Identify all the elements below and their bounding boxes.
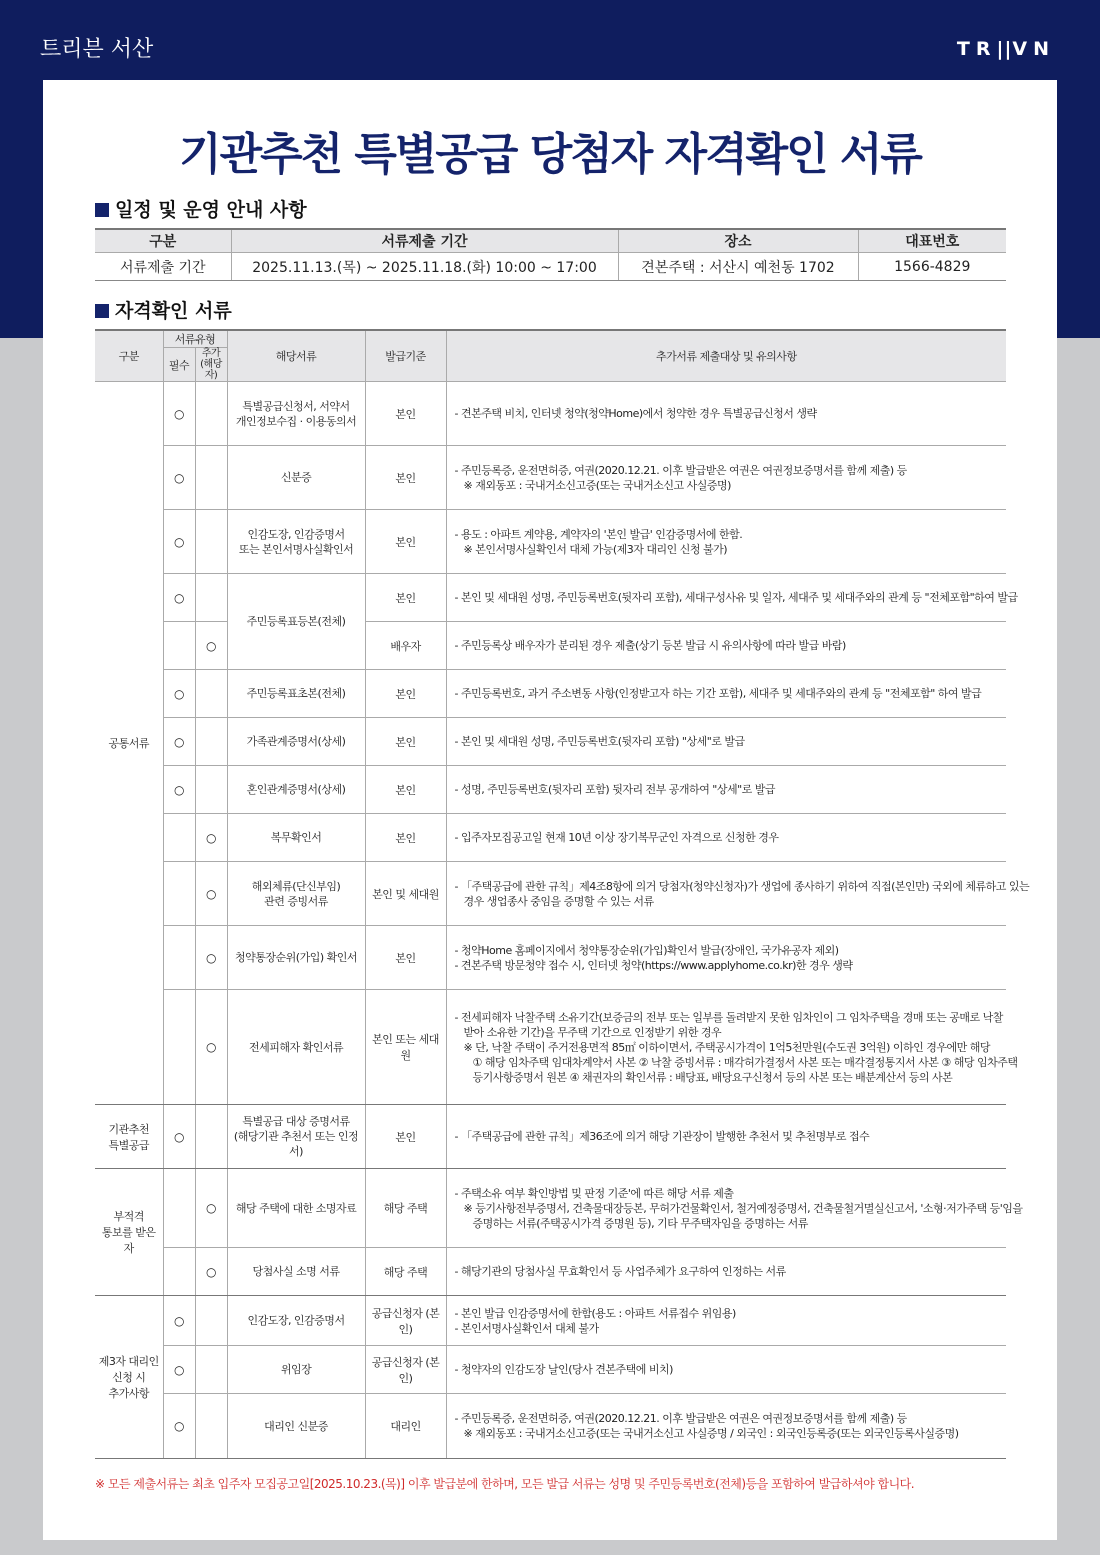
notes-cell (446, 1394, 1006, 1459)
note-line: ※ 등기사항전부증명서, 건축물대장등본, 무허가건물확인서, 철거예정증명서, 건축물철거멸실신고서, '소형·저가주택 등'임을 (454, 1201, 1023, 1215)
col-header: 구분 (95, 229, 231, 253)
document-name (227, 382, 365, 446)
category-label: 기관추천 (108, 1122, 149, 1136)
table-row (95, 1169, 1006, 1248)
table-row (95, 766, 1006, 814)
table-row (95, 510, 1006, 574)
table-row (95, 1296, 1006, 1346)
document-name (227, 814, 365, 862)
required-mark: ○ (163, 1105, 195, 1169)
table-row (95, 990, 1006, 1105)
schedule-heading: 일정 및 운영 안내 사항 (95, 195, 307, 222)
document-name (227, 1248, 365, 1296)
documents-table (95, 329, 1030, 1459)
note-line: - 주민등록번호, 과거 주소변동 사항(인정받고자 하는 기간 포함), 세대주 및 세대주와의 관계 등 "전체포함" 하여 발급 (454, 687, 982, 700)
required-mark: ○ (163, 574, 195, 622)
col-header-category: 구분 (95, 330, 163, 382)
notes-cell (446, 510, 1006, 574)
issuer-cell: 본인 (365, 670, 446, 718)
table-row (95, 670, 1006, 718)
required-mark: ○ (163, 510, 195, 574)
note-line: - 주민등록증, 운전면허증, 여권(2020.12.21. 이후 발급받은 여권은 여권정보증명서를 함께 제출) 등 (454, 463, 907, 477)
col-header: 장소 (618, 229, 858, 253)
document-line: 특별공급신청서, 서약서 (242, 399, 350, 413)
document-name (227, 718, 365, 766)
document-line: 해외체류(단신부임) (251, 879, 341, 893)
additional-mark: ○ (195, 814, 227, 862)
document-name (227, 990, 365, 1105)
additional-mark (195, 1105, 227, 1169)
issuer-cell: 본인 (365, 718, 446, 766)
note-line: - 성명, 주민등록번호(뒷자리 포함) 뒷자리 전부 공개하여 "상세"로 발급 (454, 783, 776, 796)
documents-heading: 자격확인 서류 (95, 296, 232, 323)
table-row (95, 1394, 1006, 1459)
issuer-cell: 공급신청자 (본인) (365, 1296, 446, 1346)
category-label: 제3자 대리인 (98, 1355, 159, 1368)
site-name: 트리븐 서산 (40, 37, 154, 62)
note-line: - 견본주택 방문청약 접수 시, 인터넷 청약(https://www.applyhome.co.kr)한 경우 생략 (454, 958, 853, 972)
document-name (227, 1346, 365, 1394)
issuer-cell: 대리인 (365, 1394, 446, 1459)
notes-cell (446, 382, 1006, 446)
table-row (95, 814, 1006, 862)
additional-mark: ○ (195, 1248, 227, 1296)
document-line: 신분증 (280, 471, 312, 484)
page-title: 기관추천 특별공급 당첨자 자격확인 서류 (179, 129, 921, 180)
table-row (95, 1105, 1006, 1169)
table-row (95, 862, 1006, 926)
document-line: 대리인 신분증 (264, 1419, 328, 1433)
table-row (95, 446, 1006, 510)
required-mark: ○ (163, 1346, 195, 1394)
notes-cell (446, 862, 1030, 926)
category-cell (95, 1296, 163, 1459)
required-mark: ○ (163, 382, 195, 446)
category-label: 신청 시 (112, 1371, 146, 1384)
table-row (95, 382, 1006, 446)
note-line: - 청약자의 인감도장 날인(당사 견본주택에 비치) (454, 1363, 673, 1376)
required-mark: ○ (163, 670, 195, 718)
required-mark: ○ (163, 718, 195, 766)
table-cell: 서류제출 기간 (95, 253, 231, 281)
table-cell: 2025.11.13.(목) ~ 2025.11.18.(화) 10:00 ~ 17:00 (231, 253, 618, 281)
issuer-cell: 본인 (365, 1105, 446, 1169)
table-row (95, 574, 1006, 622)
table-cell: 견본주택 : 서산시 예천동 1702 (618, 253, 858, 281)
required-mark (163, 622, 195, 670)
issuer-cell: 공급신청자 (본인) (365, 1346, 446, 1394)
issuer-cell: 배우자 (365, 622, 446, 670)
additional-mark (195, 510, 227, 574)
col-header-doc-type: 서류유형 (163, 330, 227, 348)
notes-cell (446, 446, 1006, 510)
notes-cell (446, 670, 1006, 718)
additional-mark: ○ (195, 990, 227, 1105)
document-name (227, 766, 365, 814)
category-label: 특별공급 (108, 1138, 149, 1152)
document-line: 전세피해자 확인서류 (248, 1040, 344, 1054)
note-line: - 본인 및 세대원 성명, 주민등록번호(뒷자리 포함) "상세"로 발급 (454, 735, 745, 748)
notes-cell (446, 814, 1006, 862)
required-mark (163, 862, 195, 926)
document-line: 또는 본인서명사실확인서 (238, 542, 354, 556)
note-line: - 본인 및 세대원 성명, 주민등록번호(뒷자리 포함), 세대구성사유 및 일자, 세대주 및 세대주와의 관계 등 "전체포함"하여 발급 (454, 591, 1018, 604)
document-line: 혼인관계증명서(상세) (246, 783, 346, 796)
issuer-cell: 본인 및 세대원 (365, 862, 446, 926)
document-name (227, 1105, 365, 1169)
document-name (227, 574, 365, 670)
document-name (227, 862, 365, 926)
required-mark (163, 926, 195, 990)
notes-cell (446, 990, 1018, 1105)
additional-mark (195, 718, 227, 766)
additional-mark (195, 670, 227, 718)
document-line: 해당 주택에 대한 소명자료 (235, 1201, 357, 1215)
table-row (95, 1346, 1006, 1394)
notes-cell (446, 1346, 1006, 1394)
issuer-cell: 해당 주택 (365, 1248, 446, 1296)
required-mark (163, 814, 195, 862)
note-line: - 용도 : 아파트 계약용, 계약자의 '본인 발급' 인감증명서에 한함. (454, 527, 743, 541)
document-name (227, 446, 365, 510)
additional-mark: ○ (195, 862, 227, 926)
issuer-cell: 본인 (365, 382, 446, 446)
document-line: 주민등록표초본(전체) (246, 687, 346, 700)
notes-cell (446, 766, 1006, 814)
category-label: 통보를 받은자 (101, 1226, 156, 1255)
col-header-issuer: 발급기준 (365, 330, 446, 382)
document-line: 가족관계증명서(상세) (246, 735, 346, 748)
required-mark (163, 1169, 195, 1248)
additional-mark (195, 382, 227, 446)
document-line: 청약통장순위(가입) 확인서 (235, 951, 357, 964)
col-header: 대표번호 (858, 229, 1006, 253)
document-line: 위임장 (280, 1363, 312, 1376)
additional-mark (195, 574, 227, 622)
table-cell: 1566-4829 (858, 253, 1006, 281)
document-sheet (43, 80, 1057, 1540)
table-row (95, 718, 1006, 766)
note-line: - 견본주택 비치, 인터넷 청약(청약Home)에서 청약한 경우 특별공급신청서 생략 (454, 407, 817, 420)
issuer-cell: 본인 (365, 766, 446, 814)
notes-cell (446, 1105, 1006, 1169)
notes-cell (446, 926, 1006, 990)
note-line: ※ 재외동포 : 국내거소신고증(또는 국내거소신고 사실증명) (454, 478, 731, 492)
note-line: 등기사항증명서 원본 ④ 채권자의 확인서류 : 배당표, 배당요구신청서 등의 사본 또는 배분계산서 등의 사본 (454, 1070, 953, 1084)
required-mark: ○ (163, 1296, 195, 1346)
footnote: ※ 모든 제출서류는 최초 입주자 모집공고일[2025.10.23.(목)] 이후 발급분에 한하며, 모든 발급 서류는 성명 및 주민등록번호(전체)등을 포함하여 발급하셔야 합니다. (95, 1477, 915, 1491)
note-line: - 「주택공급에 관한 규칙」제36조에 의거 해당 기관장이 발행한 추천서 및 추천명부로 접수 (454, 1130, 870, 1143)
notes-cell (446, 1248, 1006, 1296)
note-line: ※ 본인서명사실확인서 대체 가능(제3자 대리인 신청 불가) (454, 542, 728, 556)
brand-logo: TR||VN (956, 38, 1055, 60)
col-header-required: 필수 (163, 348, 195, 382)
note-line: ① 해당 임차주택 임대차계약서 사본 ② 낙찰 증빙서류 : 매각허가결정서 사본 또는 매각결정통지서 사본 ③ 해당 임차주택 (454, 1055, 1018, 1069)
note-line: - 본인 발급 인감증명서에 한함(용도 : 아파트 서류접수 위임용) (454, 1306, 736, 1320)
square-bullet-icon (95, 203, 109, 217)
note-line: 경우 생업종사 중임을 증명할 수 있는 서류 (454, 894, 654, 908)
required-mark (163, 1248, 195, 1296)
col-header-document: 해당서류 (227, 330, 365, 382)
document-line: (해당기관 추천서 또는 인정서) (233, 1130, 359, 1158)
additional-mark: ○ (195, 926, 227, 990)
category-cell (95, 382, 163, 1105)
category-label: 공통서류 (108, 737, 149, 750)
document-line: 개인정보수집 · 이용동의서 (235, 414, 357, 428)
document-line: 관련 증빙서류 (264, 894, 328, 908)
document-line: 인감도장, 인감증명서 (247, 1314, 345, 1327)
additional-mark: ○ (195, 622, 227, 670)
category-cell (95, 1169, 163, 1296)
category-label: 추가사항 (108, 1387, 149, 1400)
document-name (227, 510, 365, 574)
schedule-table (95, 228, 1006, 281)
note-line: 증명하는 서류(주택공시가격 증명원 등), 기타 무주택자임을 증명하는 서류 (454, 1216, 808, 1230)
issuer-cell: 본인 (365, 574, 446, 622)
additional-mark (195, 1296, 227, 1346)
note-line: - 「주택공급에 관한 규칙」제4조8항에 의거 당첨자(청약신청자)가 생업에 종사하기 위하여 직접(본인만) 국외에 체류하고 있는 (454, 879, 1030, 893)
note-line: ※ 재외동포 : 국내거소신고증(또는 국내거소신고 사실증명 / 외국인 : 외국인등록증(또는 외국인등록사실증명) (454, 1427, 959, 1440)
required-mark: ○ (163, 446, 195, 510)
note-line: - 주민등록증, 운전면허증, 여권(2020.12.21. 이후 발급받은 여권은 여권정보증명서를 함께 제출) 등 (454, 1412, 907, 1425)
additional-mark (195, 1394, 227, 1459)
additional-mark (195, 446, 227, 510)
square-bullet-icon (95, 304, 109, 318)
notes-cell (446, 574, 1018, 622)
document-name (227, 1394, 365, 1459)
issuer-cell: 해당 주택 (365, 1169, 446, 1248)
notes-cell (446, 718, 1006, 766)
col-header-additional: 추가 (해당자) (195, 348, 227, 382)
notes-cell (446, 1296, 1006, 1346)
issuer-cell: 본인 (365, 926, 446, 990)
document-name (227, 670, 365, 718)
required-mark: ○ (163, 766, 195, 814)
note-line: - 본인서명사실확인서 대체 불가 (454, 1321, 599, 1335)
additional-mark (195, 766, 227, 814)
required-mark (163, 990, 195, 1105)
additional-mark (195, 1346, 227, 1394)
note-line: - 해당기관의 당첨사실 무효확인서 등 사업주체가 요구하여 인정하는 서류 (454, 1265, 786, 1278)
required-mark: ○ (163, 1394, 195, 1459)
document-name (227, 926, 365, 990)
document-line: 당첨사실 소명 서류 (252, 1265, 340, 1278)
document-name (227, 1296, 365, 1346)
col-header-notes: 추가서류 제출대상 및 유의사항 (446, 330, 1006, 382)
issuer-cell: 본인 (365, 446, 446, 510)
issuer-cell: 본인 (365, 814, 446, 862)
document-name (227, 1169, 365, 1248)
document-line: 복무확인서 (270, 831, 322, 844)
note-line: - 청약Home 홈페이지에서 청약통장순위(가입)확인서 발급(장애인, 국가유공자 제외) (454, 943, 839, 957)
col-header: 서류제출 기간 (231, 229, 618, 253)
notes-cell (446, 622, 1006, 670)
note-line: 받아 소유한 기간)을 무주택 기간으로 인정받기 위한 경우 (454, 1025, 722, 1039)
table-row (95, 926, 1006, 990)
note-line: - 전세피해자 낙찰주택 소유기간(보증금의 전부 또는 일부를 돌려받지 못한 임차인이 그 임차주택을 경매 또는 공매로 낙찰 (454, 1010, 1003, 1024)
note-line: ※ 단, 낙찰 주택이 주거전용면적 85㎡ 이하이면서, 주택공시가격이 1억5천만원(수도권 3억원) 이하인 경우에만 해당 (454, 1040, 991, 1054)
additional-mark: ○ (195, 1169, 227, 1248)
note-line: - 주민등록상 배우자가 분리된 경우 제출(상기 등본 발급 시 유의사항에 따라 발급 바람) (454, 639, 846, 652)
issuer-cell: 본인 (365, 510, 446, 574)
document-line: 인감도장, 인감증명서 (247, 527, 345, 541)
category-label: 부적격 (113, 1210, 144, 1223)
document-line: 특별공급 대상 증명서류 (242, 1115, 350, 1128)
table-row (95, 1248, 1006, 1296)
note-line: - 입주자모집공고일 현재 10년 이상 장기복무군인 자격으로 신청한 경우 (454, 831, 779, 844)
document-line: 주민등록표등본(전체) (246, 615, 346, 628)
category-cell (95, 1105, 163, 1169)
notes-cell (446, 1169, 1023, 1248)
note-line: - 주택소유 여부 확인방법 및 판정 기준'에 따른 해당 서류 제출 (454, 1186, 734, 1200)
issuer-cell: 본인 또는 세대원 (365, 990, 446, 1105)
